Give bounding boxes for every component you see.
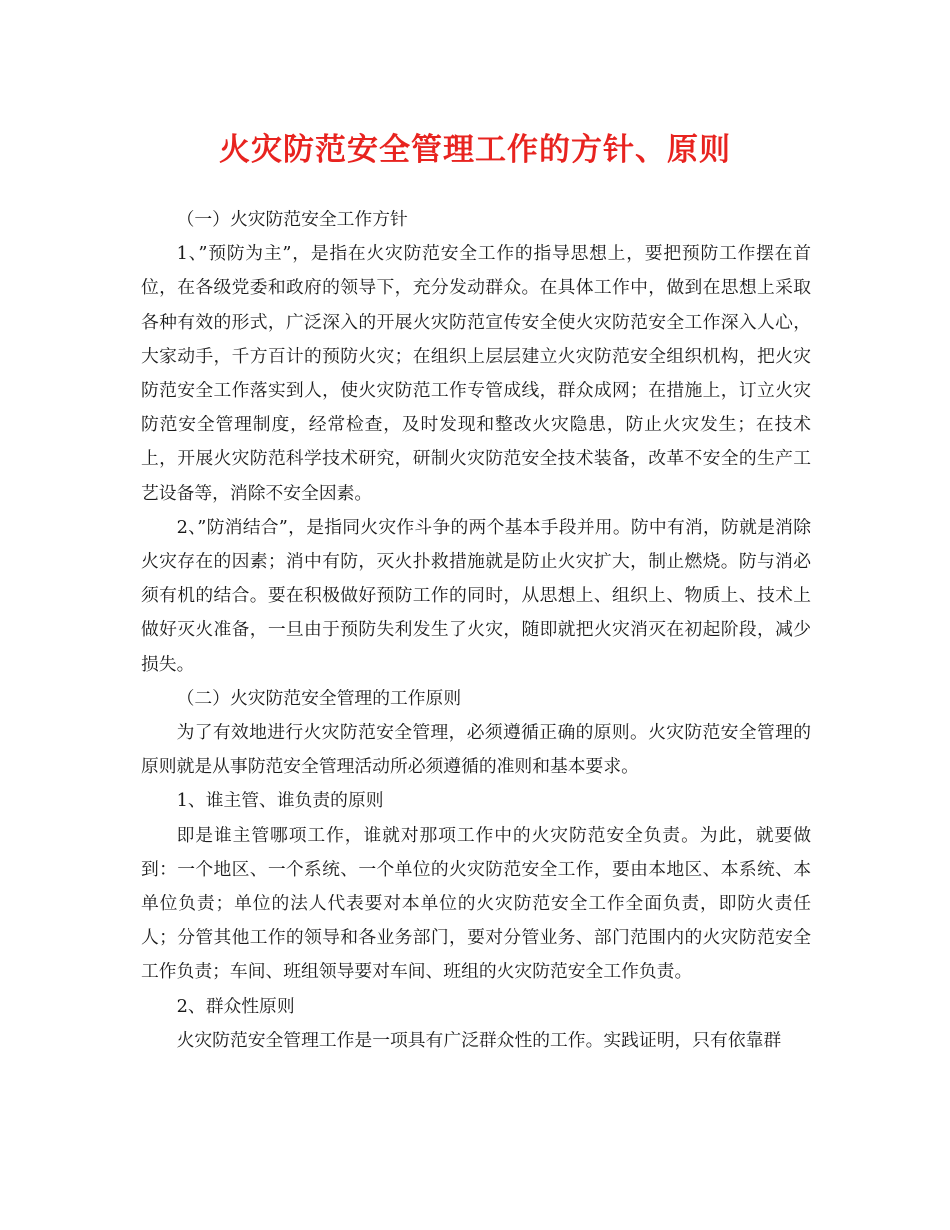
paragraph: 即是谁主管哪项工作，谁就对那项工作中的火灾防范安全负责。为此，就要做到：一个地区、一个系统、一个单位的火灾防范安全工作，要由本地区、本系统、本单位负责；单位的法人代表要对本单位的火灾防范安全工作全面负责，即防火责任人；分管其他工作的领导和各业务部门，要对分管业务、部门范围内的火灾防范安全工作负责；车间、班组领导要对车间、班组的火灾防范安全工作负责。 [141,824,811,983]
page-title: 火灾防范安全管理工作的方针、原则 [219,132,731,168]
subsection-heading: 1、谁主管、谁负责的原则 [176,790,384,812]
section-heading: （一）火灾防范安全工作方针 [176,209,408,230]
paragraph: 火灾防范安全管理工作是一项具有广泛群众性的工作。实践证明，只有依靠群 [176,1029,782,1051]
paragraph: 2、”防消结合”，是指同火灾作斗争的两个基本手段并用。防中有消，防就是消除火灾存在的因素；消中有防，灭火扑救措施就是防止火灾扩大，制止燃烧。防与消必须有机的结合。要在积极做好预防工作的同时，从思想上、组织上、物质上、技术上做好灭火准备，一旦由于预防失利发生了火灾，随即就把火灾消灭在初起阶段，减少损失。 [141,516,811,675]
paragraph: 1、”预防为主”，是指在火灾防范安全工作的指导思想上，要把预防工作摆在首位，在各级党委和政府的领导下，充分发动群众。在具体工作中，做到在思想上采取各种有效的形式，广泛深入的开展火灾防范宣传安全使火灾防范安全工作深入人心，大家动手，千方百计的预防火灾；在组织上层层建立火灾防范安全组织机构，把火灾防范安全工作落实到人，使火灾防范工作专管成线，群众成网；在措施上，订立火灾防范安全管理制度，经常检查，及时发现和整改火灾隐患，防止火灾发生；在技术上，开展火灾防范科学技术研究，研制火灾防范安全技术装备，改革不安全的生产工艺设备等，消除不安全因素。 [141,243,811,504]
subsection-heading: 2、群众性原则 [176,995,295,1017]
paragraph: 为了有效地进行火灾防范安全管理，必须遵循正确的原则。火灾防范安全管理的原则就是从事防范安全管理活动所必须遵循的准则和基本要求。 [141,722,811,778]
section-heading: （二）火灾防范安全管理的工作原则 [176,687,462,709]
document-body [141,203,811,1058]
